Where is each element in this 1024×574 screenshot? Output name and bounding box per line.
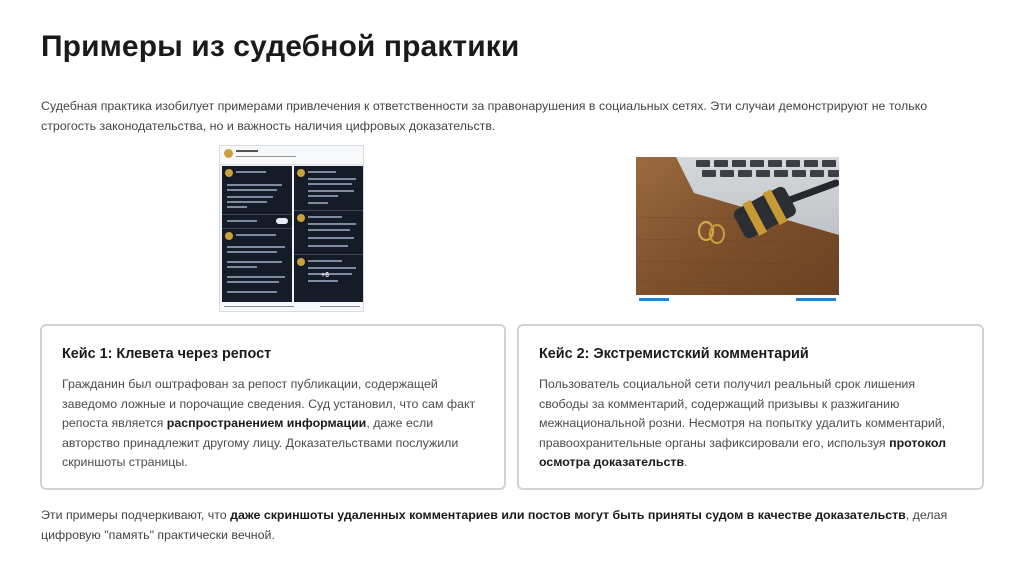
case-2-text: Пользователь социальной сети получил реальный срок лишения свободы за комментарий, содержащий призывы к разжиганию межнациональной розни. Несмотря на попытку удалить комментарий, правоохранительные органы зафиксировали его, используя протокол осмотра доказательств. bbox=[539, 377, 947, 470]
gavel-icon bbox=[636, 157, 839, 304]
tweet-footer bbox=[220, 302, 363, 311]
gavel-laptop-photo-image bbox=[636, 157, 839, 304]
tweet-counter: +6 bbox=[321, 272, 329, 279]
conclusion-text: Эти примеры подчеркивают, что даже скриншоты удаленных комментариев или постов могут быть приняты судом в качестве доказательств, делая цифровую "память" практически вечной. bbox=[41, 508, 948, 542]
case-2-card bbox=[517, 324, 984, 490]
case-2-title: Кейс 2: Экстремистский комментарий bbox=[539, 346, 809, 362]
case-2-highlight: протокол осмотра доказательств bbox=[539, 435, 947, 470]
intro-text: Судебная практика изобилует примерами привлечения к ответственности за правонарушения в социальных сетях. Эти случаи демонстрируют не только строгость законодательства, но и важность наличия цифровых доказательств. bbox=[41, 99, 928, 133]
twitter-thread-screenshot-image bbox=[219, 145, 364, 312]
tweet-column-left bbox=[222, 166, 292, 302]
page-title: Примеры из судебной практики bbox=[41, 30, 520, 63]
tweet-column-right bbox=[294, 166, 363, 302]
conclusion-highlight: даже скриншоты удаленных комментариев или постов могут быть приняты судом в качестве доказательств bbox=[230, 508, 906, 522]
case-1-highlight: распространением информации bbox=[166, 416, 367, 431]
case-1-text: Гражданин был оштрафован за репост публикации, содержащей заведомо ложные и порочащие сведения. Суд установил, что сам факт репоста является распространением информации, даже если авторство принадлежит другому лицу. Доказательствами послужили скриншоты страницы. bbox=[62, 377, 476, 470]
case-1-card bbox=[40, 324, 506, 490]
case-1-title: Кейс 1: Клевета через репост bbox=[62, 346, 272, 362]
tweet-header bbox=[220, 146, 363, 165]
